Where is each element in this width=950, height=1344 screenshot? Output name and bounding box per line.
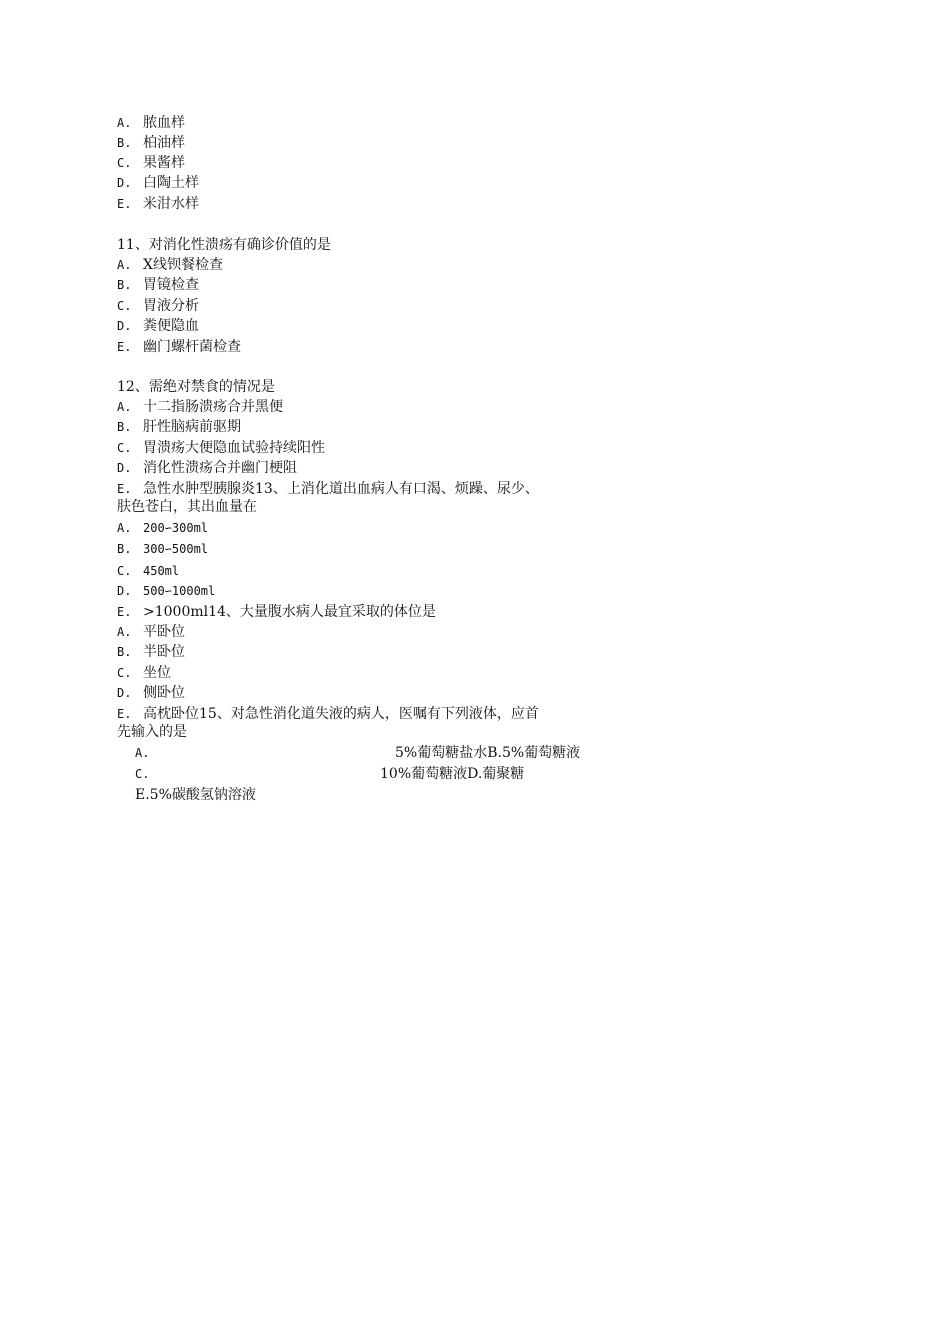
option-text: 十二指肠溃疡合并黑便 <box>143 399 283 415</box>
q13-option-b <box>117 539 208 559</box>
option-letter: C. <box>117 666 132 680</box>
q13-option-e <box>117 602 436 622</box>
q15-row2-left: C. <box>135 767 150 781</box>
q10-option-a <box>117 113 185 133</box>
option-text: >1000ml14、大量腹水病人最宜采取的体位是 <box>143 604 436 620</box>
q11-option-b <box>117 275 199 295</box>
option-text: 胃溃疡大便隐血试验持续阳性 <box>143 440 325 456</box>
option-letter: A. <box>117 400 132 414</box>
option-letter: B. <box>117 420 132 434</box>
q15-question-continuation: 先输入的是 <box>117 724 187 740</box>
option-text: 急性水肿型胰腺炎13、上消化道出血病人有口渴、烦躁、尿少、 <box>143 481 539 497</box>
option-letter: B. <box>117 278 132 292</box>
option-text: 500∽1000ml <box>143 584 216 598</box>
q11-option-c <box>117 296 199 316</box>
q12-option-d <box>117 458 297 478</box>
option-text: 半卧位 <box>143 644 185 660</box>
option-text: 幽门螺杆菌检查 <box>143 339 241 355</box>
option-text: 200∽300ml <box>143 521 209 535</box>
q10-option-d <box>117 173 199 193</box>
q11-option-e <box>117 337 241 357</box>
q10-option-b <box>117 133 185 153</box>
q15-row3: E.5%碳酸氢钠溶液 <box>135 787 256 803</box>
option-letter: D. <box>117 686 132 700</box>
option-text: 平卧位 <box>143 624 185 640</box>
q11-option-a <box>117 255 223 275</box>
option-letter: D. <box>117 461 132 475</box>
option-text: 胃液分析 <box>143 298 199 314</box>
q13-question-continuation: 肤色苍白，其出血量在 <box>117 499 257 515</box>
option-letter: A. <box>117 521 132 535</box>
q12-option-c <box>117 438 325 458</box>
option-letter: B. <box>117 645 132 659</box>
option-letter: E. <box>117 605 132 619</box>
q15-row1-left: A. <box>135 746 150 760</box>
option-text: 胃镜检查 <box>143 277 199 293</box>
option-letter: E. <box>117 707 132 721</box>
option-letter: C. <box>117 299 132 313</box>
q15-row2-right: 10%葡萄糖液D.葡聚糖 <box>380 766 525 782</box>
option-text: 柏油样 <box>143 135 185 151</box>
option-letter: E. <box>117 340 132 354</box>
option-letter: D. <box>117 319 132 333</box>
question-number: 11、 <box>117 237 149 253</box>
option-letter: B. <box>117 542 132 556</box>
option-text: 白陶土样 <box>143 175 199 191</box>
q10-option-c <box>117 153 185 173</box>
q14-option-c <box>117 663 171 683</box>
option-letter: D. <box>117 176 132 190</box>
option-text: 肝性脑病前驱期 <box>143 419 241 435</box>
q15-row1-right: 5%葡萄糖盐水B.5%葡萄糖液 <box>395 745 581 761</box>
option-letter: C. <box>117 156 132 170</box>
q14-option-b <box>117 642 185 662</box>
question-text: 需绝对禁食的情况是 <box>148 379 275 395</box>
option-text: 高枕卧位15、对急性消化道失液的病人，医嘱有下列液体，应首 <box>143 706 539 722</box>
option-letter: B. <box>117 136 132 150</box>
option-text: 300∽500ml <box>143 542 209 556</box>
q10-option-e <box>117 194 199 214</box>
option-text: 450ml <box>143 564 180 578</box>
q13-option-c <box>117 561 179 581</box>
q14-option-e <box>117 704 539 724</box>
q13-option-a <box>117 518 208 538</box>
option-letter: E. <box>117 197 132 211</box>
option-text: 脓血样 <box>143 115 185 131</box>
option-text: X线钡餐检查 <box>143 257 223 273</box>
option-letter: A. <box>117 258 132 272</box>
option-text: 消化性溃疡合并幽门梗阻 <box>143 460 297 476</box>
q13-option-d <box>117 581 215 601</box>
option-text: 米泔水样 <box>143 196 199 212</box>
question-text: 对消化性溃疡有确诊价值的是 <box>148 237 331 253</box>
q14-option-d <box>117 683 185 703</box>
q12-option-e <box>117 479 539 499</box>
option-letter: A. <box>117 116 132 130</box>
option-text: 果酱样 <box>143 155 185 171</box>
q12-option-a <box>117 397 283 417</box>
option-letter: C. <box>117 441 132 455</box>
option-letter: D. <box>117 584 132 598</box>
question-number: 12、 <box>117 379 149 395</box>
option-letter: E. <box>117 482 132 496</box>
option-text: 粪便隐血 <box>143 318 199 334</box>
q11-question <box>117 235 331 255</box>
option-text: 坐位 <box>143 665 171 681</box>
option-text: 侧卧位 <box>143 685 185 701</box>
q12-question <box>117 377 275 397</box>
q12-option-b <box>117 417 241 437</box>
option-letter: A. <box>117 625 132 639</box>
option-letter: C. <box>117 564 132 578</box>
q11-option-d <box>117 316 199 336</box>
q14-option-a <box>117 622 185 642</box>
